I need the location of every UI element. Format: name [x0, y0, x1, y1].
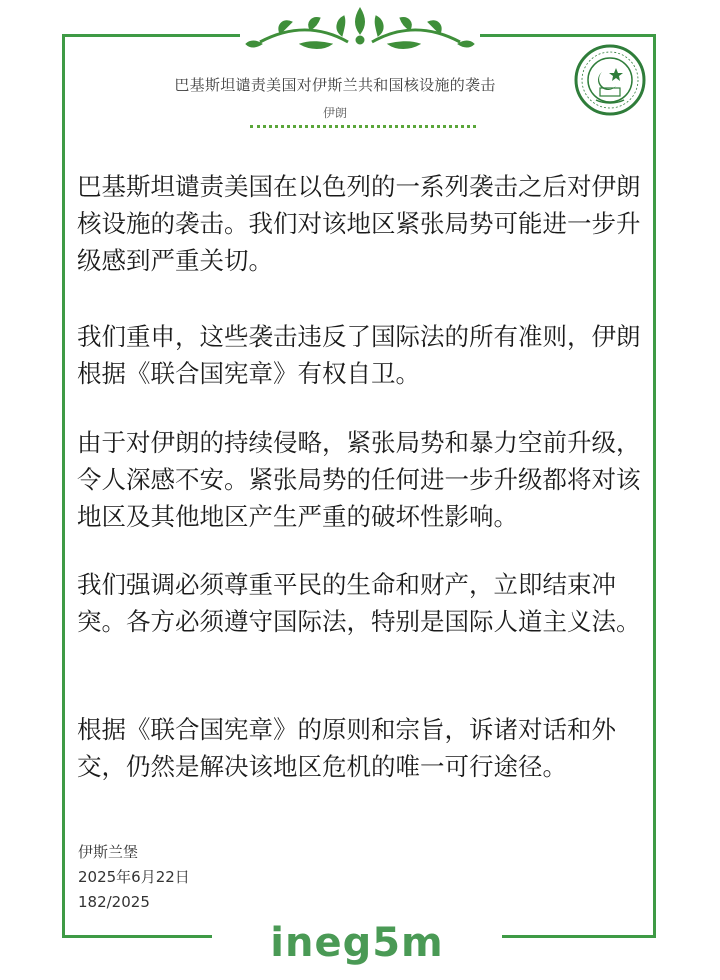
document-title: 巴基斯坦谴责美国对伊斯兰共和国核设施的袭击 [174, 76, 496, 94]
paragraph: 根据《联合国宪章》的原则和宗旨，诉诸对话和外交，仍然是解决该地区危机的唯一可行途径。 [77, 715, 616, 781]
ministry-emblem [572, 42, 648, 118]
signature-date: 2025年6月22日 [78, 868, 190, 886]
dotted-divider [250, 125, 476, 128]
paragraph: 我们重申，这些袭击违反了国际法的所有准则，伊朗根据《联合国宪章》有权自卫。 [77, 322, 641, 388]
signature-place: 伊斯兰堡 [78, 843, 139, 861]
document-subtitle: 伊朗 [322, 106, 347, 120]
paragraph: 我们强调必须尊重平民的生命和财产，立即结束冲突。各方必须遵守国际法，特别是国际人道主义法。 [77, 570, 641, 636]
watermark: ineg5m [212, 918, 502, 968]
reference-number: 182/2025 [78, 893, 150, 911]
floral-ornament [240, 4, 480, 58]
signature-block [78, 840, 190, 915]
paragraph: 由于对伊朗的持续侵略，紧张局势和暴力空前升级，令人深感不安。紧张局势的任何进一步升级都将对该地区及其他地区产生严重的破坏性影响。 [77, 428, 641, 531]
paragraph: 巴基斯坦谴责美国在以色列的一系列袭击之后对伊朗核设施的袭击。我们对该地区紧张局势可能进一步升级感到严重关切。 [77, 172, 641, 275]
